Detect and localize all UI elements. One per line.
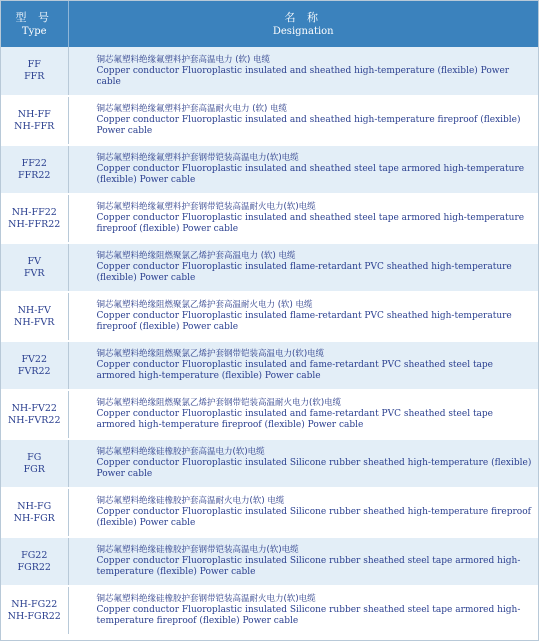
type-column-header	[1, 1, 68, 47]
type-cell	[1, 47, 68, 96]
designation-en: Copper conductor Fluoroplastic insulated Silicone rubber sheathed steel tape armored high-temperature fireproof (flexible) Power cable	[96, 605, 521, 626]
designation-cn: 铜芯氟塑料绝缘硅橡胶护套钢带铠装高温电力(软)电缆	[96, 545, 299, 555]
type-code-flexible: FGR22	[17, 561, 51, 573]
type-code: NH-FG	[17, 500, 52, 512]
type-header-en: Type	[21, 25, 47, 37]
type-cell	[1, 194, 68, 243]
designation-cell	[68, 145, 538, 194]
designation-header-cn: 名 称	[284, 10, 322, 24]
type-code-flexible: NH-FFR22	[8, 218, 61, 230]
type-cell	[1, 341, 68, 390]
designation-en: Copper conductor Fluoroplastic insulated Silicone rubber sheathed high-temperature (flexible) Power cable	[96, 458, 532, 479]
type-code: FF	[27, 59, 41, 70]
designation-column-header	[68, 1, 538, 47]
type-code-flexible: FVR	[23, 267, 45, 279]
type-code-flexible: FFR22	[18, 169, 51, 181]
type-code: NH-FF22	[11, 206, 57, 218]
table-row	[1, 488, 538, 537]
designation-cell	[68, 586, 538, 635]
designation-en: Copper conductor Fluoroplastic insulated and sheathed steel tape armored high-temperature (flexible) Power cable	[96, 164, 525, 185]
table-row	[1, 390, 538, 439]
designation-cell	[68, 488, 538, 537]
designation-cn: 铜芯氟塑料绝缘阻燃聚氯乙烯护套钢带铠装高温电力(软)电缆	[96, 349, 325, 359]
designation-en: Copper conductor Fluoroplastic insulated Silicone rubber sheathed steel tape armored high-temperature (flexible) Power cable	[96, 556, 521, 577]
designation-cell	[68, 341, 538, 390]
type-cell	[1, 96, 68, 145]
type-cell	[1, 292, 68, 341]
designation-en: Copper conductor Fluoroplastic insulated Silicone rubber sheathed high-temperature fireproof (flexible) Power cable	[96, 507, 531, 528]
type-code-flexible: NH-FFR	[14, 120, 55, 132]
table-row	[1, 537, 538, 586]
designation-cn: 铜芯氟塑料绝缘氟塑料护套钢带铠装高温电力(软)电缆	[96, 153, 299, 163]
designation-cell	[68, 390, 538, 439]
designation-cn: 铜芯氟塑料绝缘阻燃聚氯乙烯护套高温耐火电力 (软) 电缆	[96, 300, 313, 310]
type-code: FV22	[21, 353, 48, 365]
type-code: FF22	[21, 157, 47, 169]
table-row	[1, 292, 538, 341]
designation-cell	[68, 292, 538, 341]
type-code: FG22	[21, 549, 48, 561]
type-code: NH-FG22	[11, 598, 58, 610]
type-code-flexible: NH-FGR	[13, 512, 55, 524]
designation-cn: 铜芯氟塑料绝缘阻燃聚氯乙烯护套高温电力 (软) 电缆	[96, 251, 296, 261]
designation-cell	[68, 47, 538, 96]
type-code-flexible: NH-FGR22	[7, 610, 61, 622]
type-code-flexible: FGR	[23, 463, 45, 475]
designation-en: Copper conductor Fluoroplastic insulated and fame-retardant PVC sheathed steel tape armored high-temperature (flexible) Power cable	[96, 360, 494, 381]
type-code: NH-FF	[17, 108, 51, 120]
type-code: FV	[27, 255, 41, 267]
table-row	[1, 439, 538, 488]
type-cell	[1, 145, 68, 194]
designation-en: Copper conductor Fluoroplastic insulated flame-retardant PVC sheathed high-temperature fireproof (flexible) Power cable	[96, 311, 512, 332]
table-body	[1, 47, 538, 635]
type-code-flexible: FVR22	[17, 365, 51, 377]
type-code: FG	[27, 451, 42, 463]
designation-en: Copper conductor Fluoroplastic insulated and sheathed high-temperature fireproof (flexible) Power cable	[96, 115, 521, 136]
designation-en: Copper conductor Fluoroplastic insulated and sheathed high-temperature (flexible) Power cable	[96, 65, 510, 87]
type-code-flexible: NH-FVR	[14, 316, 55, 328]
designation-cn: 铜芯氟塑料绝缘硅橡胶护套高温电力(软)电缆	[96, 447, 265, 457]
designation-en: Copper conductor Fluoroplastic insulated and sheathed steel tape armored high-temperature fireproof (flexible) Power cable	[96, 213, 525, 234]
table-row	[1, 47, 538, 96]
designation-cn: 铜芯氟塑料绝缘氟塑料护套钢带铠装高温耐火电力(软)电缆	[96, 202, 316, 212]
type-code: NH-FV22	[11, 402, 57, 414]
designation-en: Copper conductor Fluoroplastic insulated flame-retardant PVC sheathed high-temperature (flexible) Power cable	[96, 262, 512, 283]
type-code-flexible: FFR	[24, 71, 45, 82]
table-header	[1, 1, 538, 47]
type-code: NH-FV	[17, 304, 51, 316]
type-code-flexible: NH-FVR22	[7, 414, 61, 426]
type-cell	[1, 439, 68, 488]
designation-cell	[68, 96, 538, 145]
table-row	[1, 243, 538, 292]
table-row	[1, 341, 538, 390]
designation-cell	[68, 194, 538, 243]
designation-cn: 铜芯氟塑料绝缘硅橡胶护套钢带铠装高温耐火电力(软)电缆	[96, 594, 316, 604]
designation-cell	[68, 439, 538, 488]
table-row	[1, 145, 538, 194]
designation-cn: 铜芯氟塑料绝缘阻燃聚氯乙烯护套钢带铠装高温耐火电力(软)电缆	[96, 398, 342, 408]
type-cell	[1, 586, 68, 635]
designation-cn: 铜芯氟塑料绝缘氟塑料护套高温电力 (软) 电缆	[96, 54, 271, 65]
cable-spec-table	[1, 1, 538, 636]
designation-cell	[68, 243, 538, 292]
designation-cn: 铜芯氟塑料绝缘氟塑料护套高温耐火电力 (软) 电缆	[96, 104, 288, 114]
type-header-cn: 型 号	[15, 10, 53, 24]
designation-en: Copper conductor Fluoroplastic insulated and fame-retardant PVC sheathed steel tape armored high-temperature fireproof (flexible) Power cable	[96, 409, 494, 430]
type-cell	[1, 243, 68, 292]
designation-cell	[68, 537, 538, 586]
designation-cn: 铜芯氟塑料绝缘硅橡胶护套高温耐火电力(软) 电缆	[96, 496, 285, 506]
table-row	[1, 586, 538, 635]
designation-header-en: Designation	[272, 25, 334, 37]
type-cell	[1, 537, 68, 586]
table-row	[1, 96, 538, 145]
type-cell	[1, 390, 68, 439]
type-cell	[1, 488, 68, 537]
table-row	[1, 194, 538, 243]
